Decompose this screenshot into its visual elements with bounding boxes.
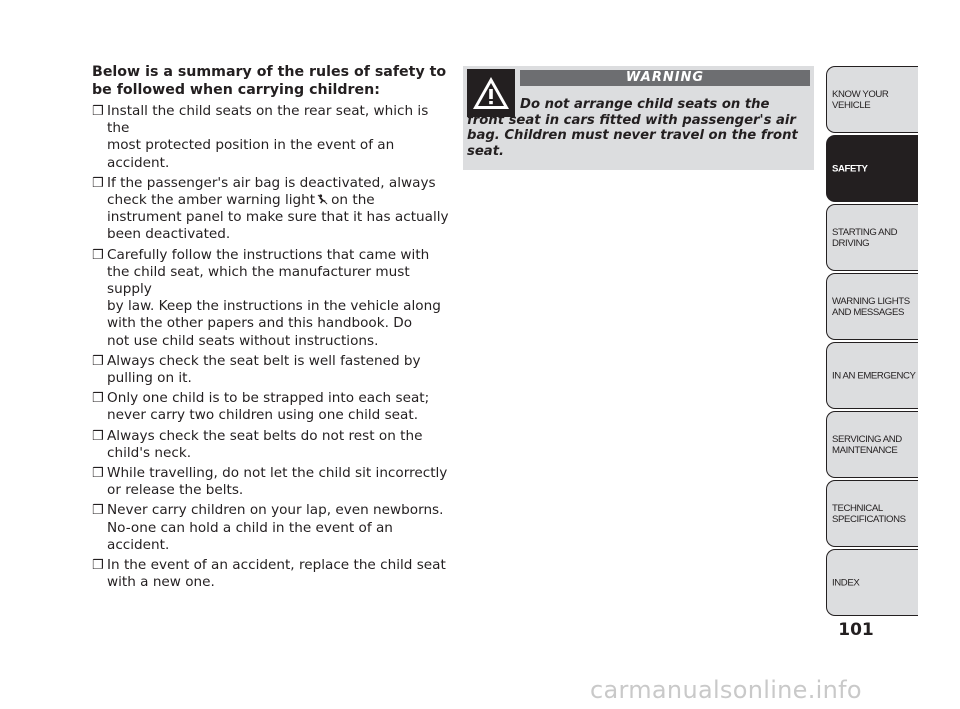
airbag-off-warning-light-icon [317, 194, 328, 205]
checkbox-bullet-icon: ❒ [92, 247, 104, 263]
rule-item [92, 353, 452, 387]
tab-label: STARTING AND DRIVING [832, 226, 898, 249]
tab-label: INDEX [832, 577, 860, 588]
rule-item [92, 103, 452, 172]
checkbox-bullet-icon: ❒ [92, 503, 104, 519]
warning-text [467, 97, 807, 159]
rule-text: Never carry children on your lap, even newborns. No-one can hold a child in the event of an accident. [107, 502, 444, 553]
checkbox-bullet-icon: ❒ [92, 428, 104, 444]
tab-safety[interactable] [826, 135, 918, 202]
rule-text-after: on the instrument panel to make sure that it has actually been deactivated. [107, 192, 449, 243]
tab-label: IN AN EMERGENCY [832, 370, 916, 381]
tab-technical-specifications[interactable] [826, 480, 918, 547]
warning-box [463, 66, 814, 170]
rule-text: In the event of an accident, replace the child seat with a new one. [107, 557, 446, 591]
checkbox-bullet-icon: ❒ [92, 353, 104, 369]
checkbox-bullet-icon: ❒ [92, 391, 104, 407]
rule-text [107, 175, 452, 244]
warning-body: Do not arrange child seats on the front seat in cars fitted with passenger's air bag. Children must never travel on the front seat. [467, 97, 798, 159]
rule-item [92, 465, 452, 499]
checkbox-bullet-icon: ❒ [92, 558, 104, 574]
tab-label: KNOW YOUR VEHICLE [832, 88, 889, 111]
rule-item [92, 390, 452, 424]
tab-label: WARNING LIGHTS AND MESSAGES [832, 295, 910, 318]
page-number: 101 [838, 620, 874, 640]
tab-label: SERVICING AND MAINTENANCE [832, 433, 902, 456]
warning-header: WARNING [520, 70, 810, 86]
checkbox-bullet-icon: ❒ [92, 466, 104, 482]
tab-servicing-and-maintenance[interactable] [826, 411, 918, 478]
tab-starting-and-driving[interactable] [826, 204, 918, 271]
checkbox-bullet-icon: ❒ [92, 104, 104, 119]
rule-item [92, 247, 452, 350]
safety-rules-list [92, 103, 452, 594]
rule-item [92, 502, 452, 554]
watermark: carmanualsonline.info [590, 676, 862, 704]
rule-text: Carefully follow the instructions that came with the child seat, which the manufacturer must supply by law. Keep the instructions in the vehicle along with the other papers and this handbook. Do not use child seats without instructions. [107, 246, 441, 349]
rule-text-before: If the passenger's air bag is deactivated, always check the amber warning light [107, 174, 436, 209]
rule-item [92, 175, 452, 244]
tab-index[interactable] [826, 549, 918, 616]
intro-heading: Below is a summary of the rules of safety to be followed when carrying children: [92, 64, 447, 98]
rule-text: Always check the seat belts do not rest on the child's neck. [107, 427, 423, 461]
rule-item [92, 428, 452, 462]
rule-item [92, 557, 452, 591]
rule-text: Install the child seats on the rear seat, which is the most protected position in the event of an accident. [107, 103, 429, 171]
section-tabs [826, 66, 922, 617]
tab-label: SAFETY [832, 163, 868, 174]
checkbox-bullet-icon: ❒ [92, 175, 104, 191]
rule-text: Always check the seat belt is well fastened by pulling on it. [107, 352, 421, 387]
rule-text: While travelling, do not let the child sit incorrectly or release the belts. [107, 465, 448, 499]
tab-warning-lights[interactable] [826, 273, 918, 340]
tab-in-an-emergency[interactable] [826, 342, 918, 409]
rule-text: Only one child is to be strapped into each seat; never carry two children using one child seat. [107, 390, 430, 424]
tab-label: TECHNICAL SPECIFICATIONS [832, 502, 906, 525]
tab-know-your-vehicle[interactable] [826, 66, 918, 133]
